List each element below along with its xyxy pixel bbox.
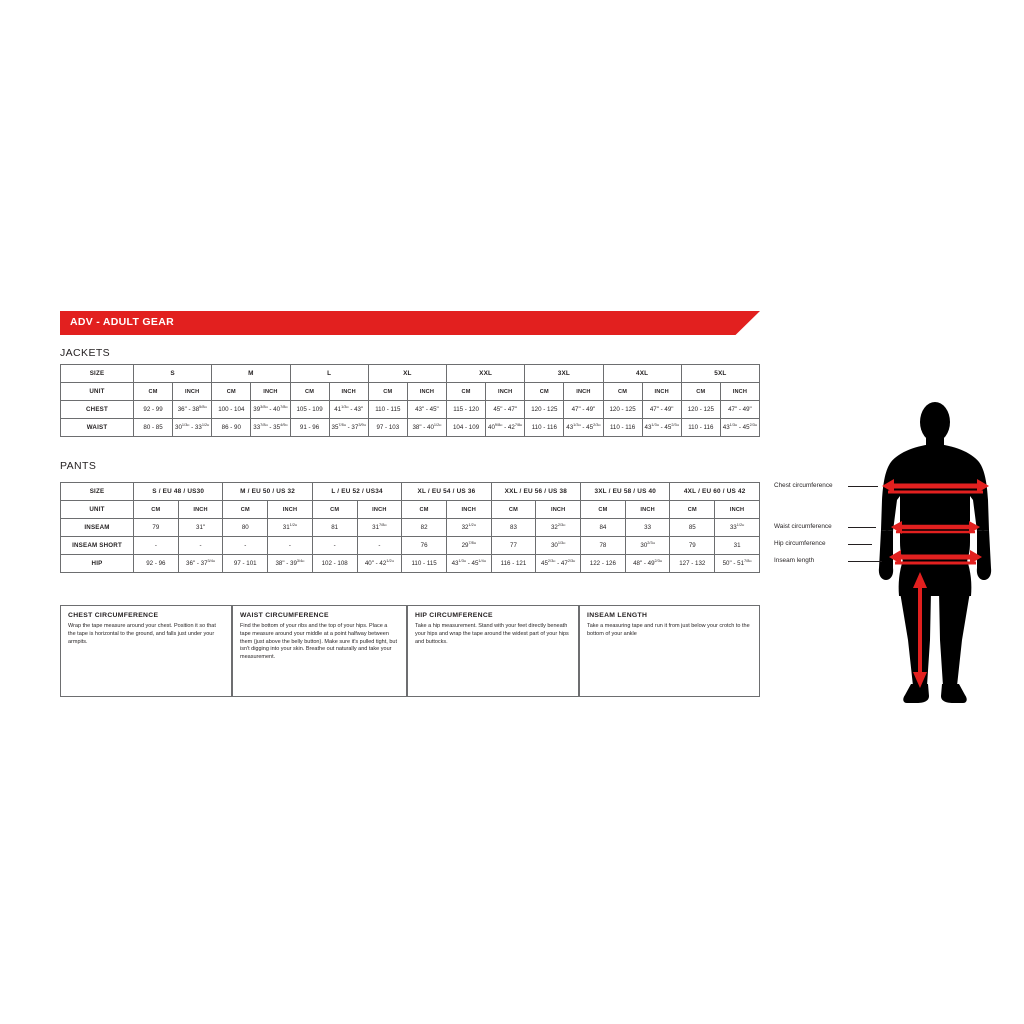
table-cell: 79 (134, 519, 179, 537)
table-cell: - (223, 537, 268, 555)
table-cell: $43^{1/3}$" - $45^{2/3}$" (564, 419, 603, 437)
table-cell: 97 - 101 (223, 555, 268, 573)
info-box-body: Take a measuring tape and run it from just below your crotch to the bottom of your ankle (587, 623, 750, 637)
body-silhouette-icon (855, 400, 1015, 720)
table-cell: 91 - 96 (290, 419, 329, 437)
table-cell: 45" - 47" (486, 401, 525, 419)
table-cell: 47" - 49" (720, 401, 759, 419)
pants-section-title: PANTS (60, 460, 97, 472)
table-header-size: SIZE (61, 365, 134, 383)
table-header-size-0: S / EU 48 / US30 (134, 483, 223, 501)
table-cell: 115 - 120 (447, 401, 486, 419)
table-cell: $40^{9/8}$" - $42^{7/8}$" (486, 419, 525, 437)
table-header-size-5: 3XL (525, 365, 603, 383)
table-cell: 86 - 90 (212, 419, 251, 437)
table-unit-cell: CM (134, 383, 173, 401)
table-cell: $43^{1/3}$" - $45^{2/3}$" (642, 419, 681, 437)
callout-chest-circumference: Chest circumference (774, 482, 833, 489)
table-cell: 82 (402, 519, 447, 537)
info-box-body: Take a hip measurement. Stand with your feet directly beneath your hips and wrap the tape around the widest part of your hips and buttocks. (415, 623, 569, 645)
table-cell: 33 (625, 519, 670, 537)
table-cell: - (357, 537, 402, 555)
table-cell: $43^{1/3}$" - $45^{1/4}$" (446, 555, 491, 573)
table-header-size-6: 4XL (603, 365, 681, 383)
table-cell: 120 - 125 (681, 401, 720, 419)
table-cell: 104 - 109 (447, 419, 486, 437)
table-cell: $31^{1/2}$" (268, 519, 313, 537)
table-cell: $43^{1/3}$" - $45^{2/3}$" (720, 419, 759, 437)
table-header-size-3: XL (368, 365, 446, 383)
table-row (61, 519, 760, 537)
callout-waist-circumference: Waist circumference (774, 523, 832, 530)
info-box-waist (232, 605, 407, 697)
table-unit-cell: INCH (715, 501, 760, 519)
info-box-title: WAIST CIRCUMFERENCE (240, 612, 329, 619)
table-unit-cell: INCH (173, 383, 212, 401)
table-cell: 31" (178, 519, 223, 537)
table-header-size-5: 3XL / EU 58 / US 40 (581, 483, 670, 501)
table-unit-cell: CM (525, 383, 564, 401)
info-box-body: Find the bottom of your ribs and the top of your hips. Place a tape measure around your middle at a point halfway between them (just above the belly button). Make sure it's pulled tight, but isn't digging into your skin. Breathe out naturally and take your measurement. (240, 623, 397, 661)
table-header-unit: UNIT (61, 383, 134, 401)
table-cell: 40" - $42^{1/2}$" (357, 555, 402, 573)
table-unit-cell: INCH (178, 501, 223, 519)
table-cell: 110 - 116 (525, 419, 564, 437)
table-unit-cell: INCH (486, 383, 525, 401)
leader-line-chest (848, 486, 878, 487)
table-cell: $41^{1/3}$" - 43" (329, 401, 368, 419)
table-unit-cell: INCH (357, 501, 402, 519)
table-unit-cell: INCH (536, 501, 581, 519)
table-cell: 77 (491, 537, 536, 555)
leader-line-waist (848, 527, 876, 528)
table-cell: 92 - 99 (134, 401, 173, 419)
info-box-hip (407, 605, 579, 697)
callout-hip-circumference: Hip circumference (774, 540, 826, 547)
info-box-inseam (579, 605, 760, 697)
table-unit-cell: CM (368, 383, 407, 401)
table-row-label: INSEAM SHORT (61, 537, 134, 555)
table-cell: 48" - $49^{2/3}$" (625, 555, 670, 573)
table-cell: - (312, 537, 357, 555)
table-header-size-1: M / EU 50 / US 32 (223, 483, 312, 501)
table-cell: 38" - $40^{1/2}$" (407, 419, 446, 437)
table-cell: - (134, 537, 179, 555)
table-row-label: CHEST (61, 401, 134, 419)
leader-line-hip (848, 544, 872, 545)
table-header-size-2: L / EU 52 / US34 (312, 483, 401, 501)
table-unit-cell: INCH (720, 383, 759, 401)
table-header-size-1: M (212, 365, 290, 383)
table-unit-cell: INCH (268, 501, 313, 519)
table-cell: 127 - 132 (670, 555, 715, 573)
table-unit-cell: INCH (625, 501, 670, 519)
table-cell: 110 - 116 (681, 419, 720, 437)
table-unit-cell: CM (670, 501, 715, 519)
table-unit-cell: INCH (564, 383, 603, 401)
table-unit-cell: CM (603, 383, 642, 401)
table-unit-cell: CM (212, 383, 251, 401)
info-box-title: CHEST CIRCUMFERENCE (68, 612, 159, 619)
table-cell: 79 (670, 537, 715, 555)
table-cell: $33^{7/8}$" - $35^{4/9}$" (251, 419, 290, 437)
table-row (61, 419, 760, 437)
banner-title: ADV - ADULT GEAR (70, 316, 174, 328)
table-cell: 38" - $39^{3/4}$" (268, 555, 313, 573)
table-cell: 43" - 45" (407, 401, 446, 419)
info-box-chest (60, 605, 232, 697)
pants-size-table (60, 482, 760, 573)
table-cell: 110 - 116 (603, 419, 642, 437)
table-cell: 78 (581, 537, 626, 555)
table-row-label: WAIST (61, 419, 134, 437)
table-cell: 80 (223, 519, 268, 537)
table-cell: 120 - 125 (525, 401, 564, 419)
table-row (61, 537, 760, 555)
table-unit-cell: INCH (407, 383, 446, 401)
table-cell: 116 - 121 (491, 555, 536, 573)
table-unit-cell: INCH (642, 383, 681, 401)
table-cell: $29^{7/8}$" (446, 537, 491, 555)
table-cell: 83 (491, 519, 536, 537)
table-cell: $30^{2/3}$" (625, 537, 670, 555)
table-row (61, 555, 760, 573)
table-unit-cell: CM (223, 501, 268, 519)
table-cell: - (178, 537, 223, 555)
table-header-size-6: 4XL / EU 60 / US 42 (670, 483, 760, 501)
table-header-size-3: XL / EU 54 / US 36 (402, 483, 491, 501)
table-cell: 50" - $51^{7/8}$" (715, 555, 760, 573)
table-cell: - (268, 537, 313, 555)
table-cell: 102 - 108 (312, 555, 357, 573)
table-header-size-7: 5XL (681, 365, 759, 383)
table-header-size: SIZE (61, 483, 134, 501)
table-cell: 110 - 115 (402, 555, 447, 573)
table-header-size-4: XXL (447, 365, 525, 383)
callout-inseam-length: Inseam length (774, 557, 815, 564)
jackets-size-table (60, 364, 760, 437)
table-cell: $39^{3/8}$" - $40^{7/8}$" (251, 401, 290, 419)
table-cell: $31^{7/8}$" (357, 519, 402, 537)
table-cell: 76 (402, 537, 447, 555)
table-cell: 81 (312, 519, 357, 537)
jackets-section-title: JACKETS (60, 347, 111, 359)
table-cell: $35^{7/8}$" - $37^{3/9}$" (329, 419, 368, 437)
table-cell: 80 - 85 (134, 419, 173, 437)
table-row-label: HIP (61, 555, 134, 573)
table-cell: 47" - 49" (642, 401, 681, 419)
table-unit-cell: CM (134, 501, 179, 519)
table-cell: $33^{1/2}$" (715, 519, 760, 537)
table-cell: 36" - $38^{5/8}$" (173, 401, 212, 419)
leader-line-inseam (848, 561, 882, 562)
table-row (61, 401, 760, 419)
info-box-title: INSEAM LENGTH (587, 612, 648, 619)
table-unit-cell: CM (402, 501, 447, 519)
table-cell: 110 - 115 (368, 401, 407, 419)
table-unit-cell: CM (447, 383, 486, 401)
table-unit-cell: CM (290, 383, 329, 401)
table-cell: 47" - 49" (564, 401, 603, 419)
table-cell: 120 - 125 (603, 401, 642, 419)
table-row-label: INSEAM (61, 519, 134, 537)
table-header-size-4: XXL / EU 56 / US 38 (491, 483, 580, 501)
table-unit-cell: CM (681, 383, 720, 401)
adult-gear-banner (60, 311, 760, 335)
table-cell: $45^{2/3}$" - $47^{2/3}$" (536, 555, 581, 573)
measurement-figure (760, 400, 1020, 730)
table-unit-cell: CM (581, 501, 626, 519)
table-cell: 36" - $37^{3/4}$" (178, 555, 223, 573)
table-unit-cell: CM (491, 501, 536, 519)
table-cell: 122 - 126 (581, 555, 626, 573)
table-header-size-2: L (290, 365, 368, 383)
table-unit-cell: CM (312, 501, 357, 519)
table-unit-cell: INCH (251, 383, 290, 401)
table-cell: $30^{1/3}$" - $33^{1/2}$" (173, 419, 212, 437)
table-header-size-0: S (134, 365, 212, 383)
info-box-title: HIP CIRCUMFERENCE (415, 612, 493, 619)
table-cell: 105 - 109 (290, 401, 329, 419)
table-cell: 100 - 104 (212, 401, 251, 419)
table-cell: 84 (581, 519, 626, 537)
table-cell: $32^{1/2}$" (446, 519, 491, 537)
table-cell: 97 - 103 (368, 419, 407, 437)
table-cell: $30^{1/3}$" (536, 537, 581, 555)
table-header-unit: UNIT (61, 501, 134, 519)
table-cell: 31 (715, 537, 760, 555)
table-unit-cell: INCH (329, 383, 368, 401)
table-cell: 92 - 96 (134, 555, 179, 573)
table-unit-cell: INCH (446, 501, 491, 519)
table-cell: 85 (670, 519, 715, 537)
info-box-body: Wrap the tape measure around your chest. Position it so that the tape is horizontal to the ground, and falls just under your armpits. (68, 623, 216, 645)
table-cell: $32^{2/3}$" (536, 519, 581, 537)
